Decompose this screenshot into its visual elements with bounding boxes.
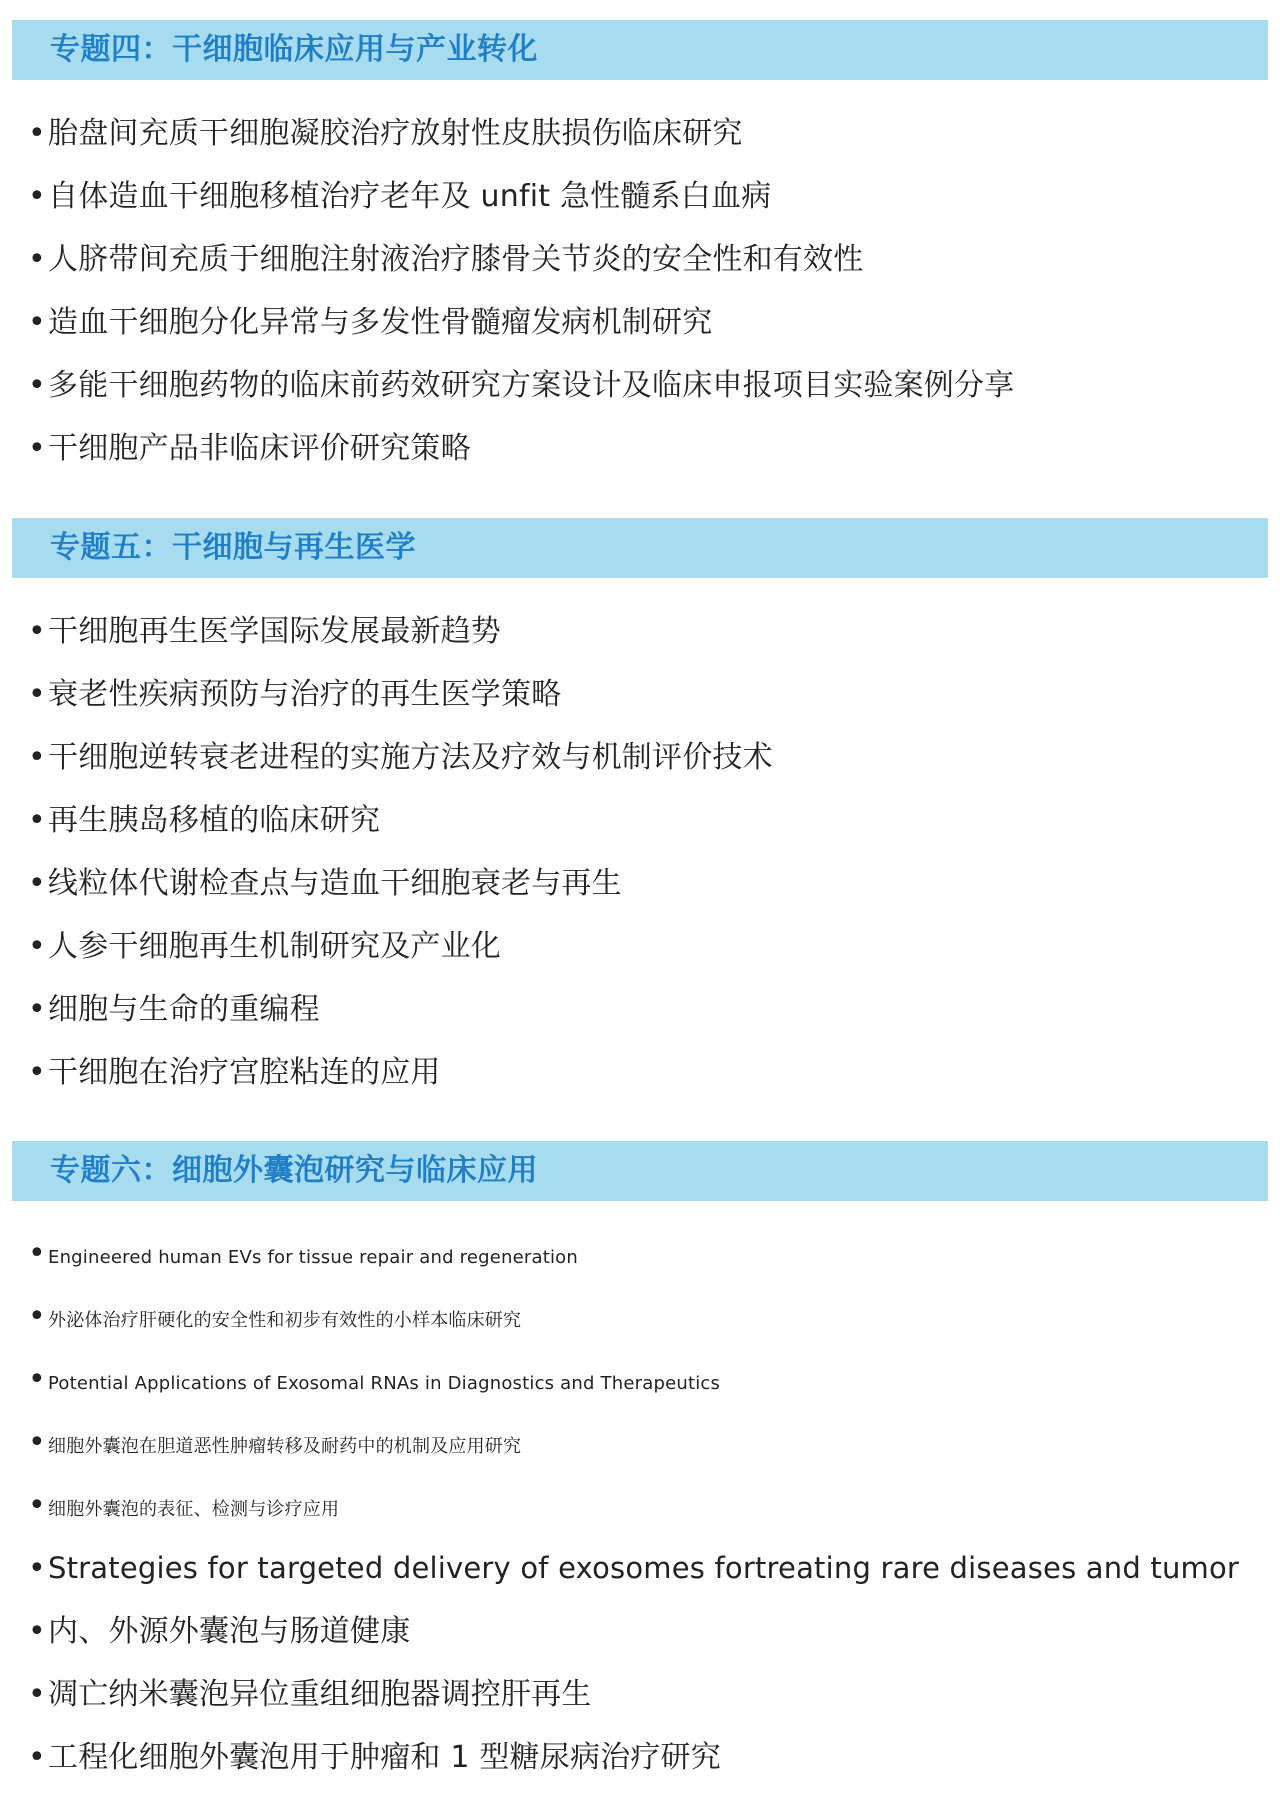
- list-item: [28, 1411, 1239, 1474]
- bullet-icon: •: [28, 929, 46, 964]
- list-item: [28, 1041, 773, 1104]
- bullet-icon: •: [28, 116, 46, 151]
- list-item-text: 凋亡纳米囊泡异位重组细胞器调控肝再生: [48, 1677, 592, 1712]
- list-item: [28, 1474, 1239, 1537]
- list-item-text: 干细胞在治疗宫腔粘连的应用: [48, 1055, 441, 1090]
- section-title: 专题五：干细胞与再生医学: [50, 530, 416, 565]
- bullet-icon: •: [28, 866, 46, 901]
- topic-list: [28, 102, 1014, 480]
- list-item-text: 胎盘间充质干细胞凝胶治疗放射性皮肤损伤临床研究: [48, 116, 743, 151]
- list-item-text: 多能干细胞药物的临床前药效研究方案设计及临床申报项目实验案例分享: [48, 368, 1015, 403]
- list-item: [28, 354, 1014, 417]
- list-item-text: 工程化细胞外囊泡用于肿瘤和 1 型糖尿病治疗研究: [48, 1740, 721, 1775]
- section-title: 专题四：干细胞临床应用与产业转化: [50, 32, 538, 67]
- bullet-icon: •: [28, 1362, 46, 1397]
- list-item-text: 自体造血干细胞移植治疗老年及 unfit 急性髓系白血病: [48, 179, 772, 214]
- list-item-text: 人脐带间充质于细胞注射液治疗膝骨关节炎的安全性和有效性: [48, 242, 864, 277]
- list-item: [28, 600, 773, 663]
- bullet-icon: •: [28, 1425, 46, 1460]
- list-item: [28, 1663, 1239, 1726]
- section-header: [12, 518, 1268, 578]
- bullet-icon: •: [28, 305, 46, 340]
- list-item: [28, 1600, 1239, 1663]
- list-item-text: 人参干细胞再生机制研究及产业化: [48, 929, 501, 964]
- bullet-icon: •: [28, 368, 46, 403]
- bullet-icon: •: [28, 677, 46, 712]
- list-item: [28, 726, 773, 789]
- bullet-icon: •: [28, 1551, 46, 1586]
- bullet-icon: •: [28, 740, 46, 775]
- list-item: [28, 789, 773, 852]
- list-item-text: 衰老性疾病预防与治疗的再生医学策略: [48, 677, 562, 712]
- list-item: [28, 228, 1014, 291]
- list-item-text: 干细胞再生医学国际发展最新趋势: [48, 614, 501, 649]
- bullet-icon: •: [28, 1677, 46, 1712]
- list-item-text: 细胞与生命的重编程: [48, 992, 320, 1027]
- list-item: [28, 291, 1014, 354]
- bullet-icon: •: [28, 431, 46, 466]
- list-item: [28, 165, 1014, 228]
- list-item-text: 外泌体治疗肝硬化的安全性和初步有效性的小样本临床研究: [48, 1310, 522, 1331]
- list-item-text: 干细胞逆转衰老进程的实施方法及疗效与机制评价技术: [48, 740, 773, 775]
- bullet-icon: •: [28, 1740, 46, 1775]
- list-item: [28, 852, 773, 915]
- list-item-text: 细胞外囊泡的表征、检测与诊疗应用: [48, 1499, 340, 1520]
- bullet-icon: •: [28, 1236, 46, 1271]
- list-item: [28, 1222, 1239, 1285]
- list-item-text: Engineered human EVs for tissue repair and regeneration: [48, 1247, 578, 1268]
- list-item-text: 内、外源外囊泡与肠道健康: [48, 1614, 411, 1649]
- bullet-icon: •: [28, 1299, 46, 1334]
- list-item-text: 线粒体代谢检查点与造血干细胞衰老与再生: [48, 866, 622, 901]
- list-item-text: Strategies for targeted delivery of exosomes fortreating rare diseases and tumor: [48, 1551, 1240, 1585]
- bullet-icon: •: [28, 179, 46, 214]
- list-item: [28, 663, 773, 726]
- list-item-text: 再生胰岛移植的临床研究: [48, 803, 381, 838]
- list-item: [28, 1348, 1239, 1411]
- bullet-icon: •: [28, 614, 46, 649]
- list-item-text: 造血干细胞分化异常与多发性骨髓瘤发病机制研究: [48, 305, 713, 340]
- section-header: [12, 1141, 1268, 1201]
- bullet-icon: •: [28, 1488, 46, 1523]
- list-item: [28, 915, 773, 978]
- list-item: [28, 102, 1014, 165]
- list-item: [28, 978, 773, 1041]
- list-item-text: 干细胞产品非临床评价研究策略: [48, 431, 471, 466]
- list-item: [28, 1285, 1239, 1348]
- section-header: [12, 20, 1268, 80]
- topic-list: [28, 1222, 1239, 1789]
- bullet-icon: •: [28, 1055, 46, 1090]
- list-item: [28, 1726, 1239, 1789]
- bullet-icon: •: [28, 242, 46, 277]
- section-title: 专题六：细胞外囊泡研究与临床应用: [50, 1153, 538, 1188]
- list-item-text: Potential Applications of Exosomal RNAs in Diagnostics and Therapeutics: [48, 1373, 721, 1394]
- bullet-icon: •: [28, 1614, 46, 1649]
- list-item-text: 细胞外囊泡在胆道恶性肿瘤转移及耐药中的机制及应用研究: [48, 1436, 522, 1457]
- bullet-icon: •: [28, 992, 46, 1027]
- topic-list: [28, 600, 773, 1104]
- list-item: [28, 1537, 1239, 1600]
- bullet-icon: •: [28, 803, 46, 838]
- list-item: [28, 417, 1014, 480]
